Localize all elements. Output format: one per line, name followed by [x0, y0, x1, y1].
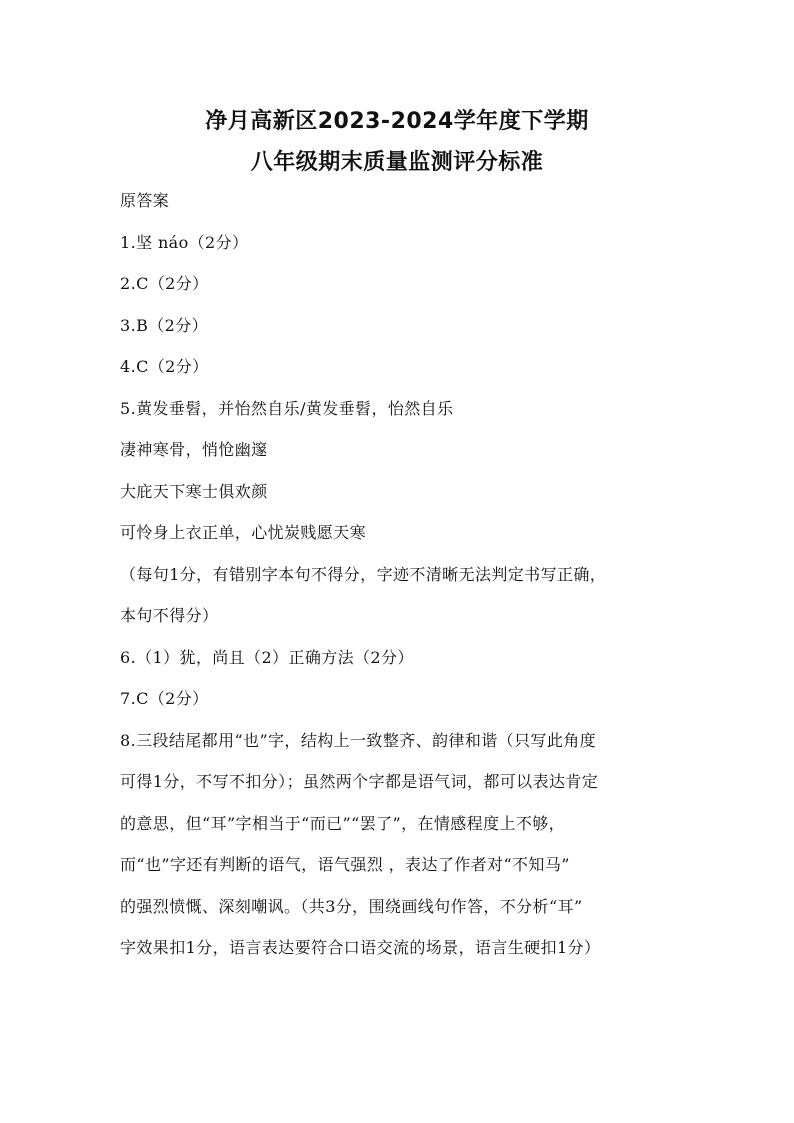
answer-line: 的强烈愤慨、深刻嘲讽。（共3分，围绕画线句作答，不分析“耳” — [120, 896, 583, 916]
answer-line: 7.C（2分） — [120, 689, 209, 708]
document-title-line1: 净月高新区2023-2024学年度下学期 — [205, 109, 589, 134]
answer-line: 1.坚 náo（2分） — [120, 232, 249, 252]
answer-line: 5.黄发垂髫，并怡然自乐/黄发垂髫，怡然自乐 — [120, 398, 454, 418]
answer-line: 大庇天下寒士俱欢颜 — [120, 481, 268, 501]
answer-line: 可怜身上衣正单，心忧炭贱愿天寒 — [120, 523, 367, 542]
answer-line: 6.（1）犹，尚且（2）正确方法（2分） — [120, 647, 414, 667]
answer-content — [120, 188, 700, 977]
section-label: 原答案 — [120, 191, 170, 210]
answer-line: 3.B（2分） — [120, 315, 209, 335]
answer-line: 而“也”字还有判断的语气，语气强烈 ，表达了作者对“不知马” — [120, 855, 570, 874]
answer-line: （每句1分，有错别字本句不得分，字迹不清晰无法判定书写正确， — [120, 564, 607, 584]
answer-line: 4.C（2分） — [120, 357, 209, 376]
answer-line: 凄神寒骨，悄怆幽邃 — [120, 440, 268, 459]
answer-line: 字效果扣1分，语言表达要符合口语交流的场景，语言生硬扣1分） — [120, 938, 601, 957]
answer-line: 的意思，但“耳”字相当于“而已”“罢了”，在情感程度上不够， — [120, 813, 566, 833]
answer-line: 可得1分，不写不扣分）；虽然两个字都是语气词，都可以表达肯定 — [120, 772, 599, 791]
answer-line: 2.C（2分） — [120, 274, 209, 293]
document-title-line2: 八年级期末质量监测评分标准 — [250, 150, 544, 175]
answer-line: 本句不得分） — [120, 606, 219, 625]
answer-line: 8.三段结尾都用“也”字，结构上一致整齐、韵律和谐（只写此角度 — [120, 730, 597, 750]
